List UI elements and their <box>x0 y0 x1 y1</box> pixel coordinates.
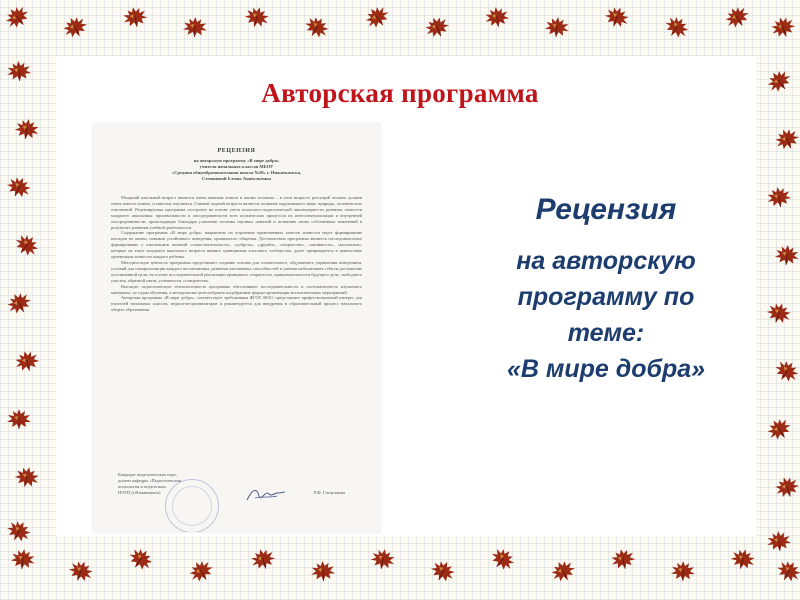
maple-leaf-icon <box>765 529 793 553</box>
maple-leaf-icon <box>247 545 278 574</box>
signer-name: Р.Ф. Гатауллина <box>314 490 346 495</box>
maple-leaf-icon <box>12 347 43 375</box>
document-paragraph: Методическую ценность программы представляет создание основы для сознательного, обдуманного управления поведением, условий для самореализации каждого воспитанника, развития умственных способностей и умения мобилизовать себя на достижение поставленной цели, на основе последовательной реализации принципов: открытости, привлекательности будущего дела, свободного участия, обратной связи, успешности, сотворчества. <box>111 259 362 283</box>
document-paragraph: Высокую педагогическую технологичность программы обеспечивает последовательность и систематичность изучаемого материала, по годам обучения, а методически целесообразно подобранные формы организации воспитательных мероприятий. <box>111 283 362 295</box>
maple-leaf-icon <box>771 472 800 501</box>
maple-leaf-icon <box>608 545 638 572</box>
signature-line: НЭУП (г.Нижнекамск) <box>118 489 161 495</box>
review-heading: Рецензия <box>535 193 677 226</box>
document-paragraph: Содержание программы «В мире добра» направлено на упрочение нравственных качеств личности через формирование взглядов на жизнь, навыков устойчивого поведения, правильного общения. Достоинством программы является последовательное формирование у школьников понятий «самостоятельность», «доброта», «дружба», «творчество», «активность», «коллектив», которые на этапе младшего школьного возраста являясь принципами классного сообщества, далее превращаются в ценностные ориентации личности каждого ребенка. <box>111 230 362 260</box>
maple-leaf-icon <box>728 545 759 573</box>
review-topic-line: теме: <box>567 319 645 347</box>
maple-leaf-icon <box>2 287 35 319</box>
document-subheading-line: Степановой Елены Анатольевны <box>201 176 272 181</box>
maple-leaf-icon <box>773 243 800 267</box>
maple-leaf-icon <box>3 172 36 203</box>
maple-leaf-icon <box>486 542 520 575</box>
maple-leaf-icon <box>660 11 694 44</box>
maple-leaf-icon <box>772 555 800 587</box>
document-body <box>111 195 362 313</box>
maple-leaf-icon <box>124 543 158 576</box>
maple-leaf-icon <box>546 555 579 586</box>
maple-leaf-icon <box>120 4 150 31</box>
maple-leaf-icon <box>368 546 398 573</box>
maple-leaf-icon <box>2 515 35 547</box>
maple-leaf-icon <box>65 556 97 586</box>
maple-leaf-icon <box>184 555 218 587</box>
maple-leaf-icon <box>10 228 44 261</box>
maple-leaf-icon <box>58 11 91 42</box>
maple-leaf-icon <box>763 298 795 327</box>
maple-leaf-icon <box>182 16 209 39</box>
maple-leaf-icon <box>300 11 334 43</box>
maple-leaf-icon <box>427 556 460 587</box>
review-document-scan <box>93 124 380 532</box>
review-topic-line: «В мире добра» <box>506 355 706 383</box>
maple-leaf-icon <box>770 355 800 388</box>
maple-leaf-icon <box>0 0 34 34</box>
document-paragraph: Авторская программа «В мире добра», соответствует требованиям ФГОС НОО, представляет профессиональный интерес для учителей начальных классов, педагогов-организаторов и рекомендуется для внедрения в образовательный процесс начального общего образования. <box>111 295 362 313</box>
document-paragraph: Младший школьный возраст является очень важным этапом в жизни человека – в этом возрасте растущий человек должен очень многое понять, и многому научиться. Главной задачей возраста является познание окружающего мира: природы, человеческих отношений. Рецензируемая программа построена на основе учета психолого-педагогической закономерности развития личности младшего школьника: произвольности и опосредованности всех психических процессов их интеллектуализации и внутренней опосредованности, происходящих благодаря усвоению системы научных понятий и познанию своих собственных изменений в результате развития учебной деятельности. <box>111 195 362 230</box>
maple-leaf-icon <box>12 463 43 491</box>
maple-leaf-icon <box>601 2 633 32</box>
maple-leaf-icon <box>9 546 37 571</box>
document-subheading-line: учителя начальных классов МБОУ <box>199 164 274 169</box>
maple-leaf-icon <box>670 560 696 582</box>
maple-leaf-icon <box>421 12 453 42</box>
review-topic-line: на авторскую <box>516 247 696 275</box>
slide-title: Авторская программа <box>261 78 539 108</box>
handwritten-signature <box>243 484 289 506</box>
document-heading: РЕЦЕНЗИЯ <box>217 148 256 154</box>
stamp-seal <box>165 479 219 532</box>
signature-line: доцент кафедры «Педагогическая <box>118 477 182 483</box>
maple-leaf-icon <box>309 559 336 582</box>
document-subheading-line: «Средняя общеобразовательная школа №20» г. Нижнекамска, <box>171 170 302 175</box>
maple-leaf-icon <box>767 13 799 42</box>
maple-leaf-icon <box>360 0 394 33</box>
maple-leaf-icon <box>720 1 754 33</box>
maple-leaf-icon <box>6 408 32 430</box>
review-topic-text <box>456 243 756 387</box>
maple-leaf-icon <box>543 15 571 40</box>
maple-leaf-icon <box>771 124 800 154</box>
maple-leaf-icon <box>241 3 272 31</box>
maple-leaf-icon <box>483 4 512 29</box>
document-subheading-line: на авторскую программу «В мире добра» <box>193 158 280 163</box>
signature-line: психология и педагогика» <box>118 483 167 489</box>
maple-leaf-icon <box>12 116 41 142</box>
signature-line: Кандидат педагогических наук, <box>118 472 177 477</box>
review-topic-line: программу по <box>517 283 695 311</box>
maple-leaf-icon <box>762 413 796 446</box>
maple-leaf-icon <box>764 184 793 210</box>
